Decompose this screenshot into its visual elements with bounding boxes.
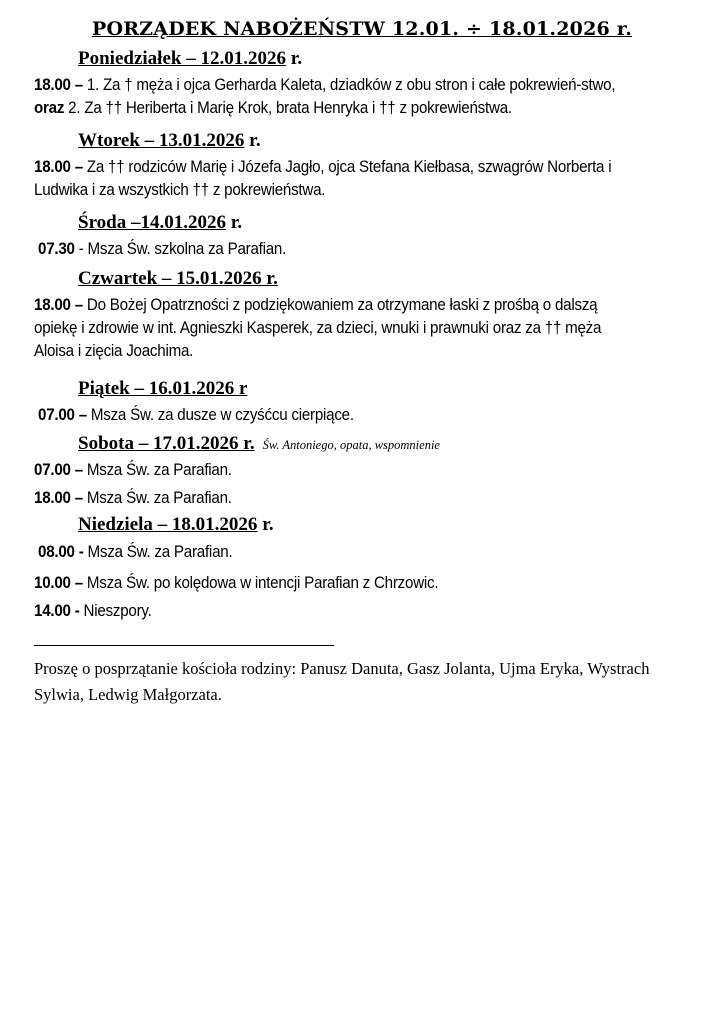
mass-time: 14.00 - [34,602,80,620]
mass-entry-wednesday: 07.30 - Msza Św. szkolna za Parafian. [38,240,287,258]
saint-memorial-note: Św. Antoniego, opata, wspomnienie [262,438,440,452]
day-heading-tuesday: Wtorek – 13.01.2026 r. [78,130,261,151]
separator-line [34,645,334,646]
day-heading-monday: Poniedziałek – 12.01.2026 r. [78,48,303,69]
day-heading-wednesday: Środa –14.01.2026 r. [78,212,243,233]
day-heading-friday: Piątek – 16.01.2026 r [78,378,248,399]
mass-entry-monday: 18.00 – 1. Za † męża i ojca Gerharda Kaleta, dziadków z obu stron i całe pokrewień-stwo, oraz 2. Za †† Heriberta i Marię Krok, brata Henryka i †† z pokrewieństwa. [34,76,616,117]
mass-entry-saturday-2: 18.00 – Msza Św. za Parafian. [34,489,232,507]
cleaning-notice: Proszę o posprzątanie kościoła rodziny: Panusz Danuta, Gasz Jolanta, Ujma Eryka, Wystrach Sylwia, Ledwig Małgorzata. [34,659,650,704]
mass-time: 07.00 – [34,461,83,479]
mass-entry-thursday: 18.00 – Do Bożej Opatrzności z podziękowaniem za otrzymane łaski z prośbą o dalszą opiekę i zdrowie w int. Agnieszki Kasperek, za dzieci, wnuki i prawnuki oraz za †† męża Aloisa i zięcia Joachima. [34,296,602,360]
mass-time: 08.00 - [38,543,84,561]
page-title: PORZĄDEK NABOŻEŃSTW 12.01. ÷ 18.01.2026 r. [91,18,633,40]
mass-entry-friday: 07.00 – Msza Św. za dusze w czyśćcu cierpiące. [38,406,354,424]
mass-entry-sunday-3: 14.00 - Nieszpory. [34,602,152,620]
mass-time: 18.00 – [34,76,83,94]
mass-time: 07.30 [38,240,75,258]
mass-entry-tuesday: 18.00 – Za †† rodziców Marię i Józefa Jagło, ojca Stefana Kiełbasa, szwagrów Norberta i Ludwika i za wszystkich †† z pokrewieństwa. [34,158,612,199]
mass-time: 18.00 – [34,489,83,507]
mass-time: 18.00 – [34,158,83,176]
day-heading-saturday: Sobota – 17.01.2026 r. Św. Antoniego, opata, wspomnienie [78,433,440,454]
mass-time: 07.00 – [38,406,87,424]
day-heading-thursday: Czwartek – 15.01.2026 r. [78,268,278,289]
mass-entry-saturday-1: 07.00 – Msza Św. za Parafian. [34,461,232,479]
day-heading-sunday: Niedziela – 18.01.2026 r. [78,514,274,535]
mass-entry-sunday-1: 08.00 - Msza Św. za Parafian. [38,543,233,561]
mass-entry-sunday-2: 10.00 – Msza Św. po kolędowa w intencji Parafian z Chrzowic. [34,574,439,592]
mass-time: 18.00 – [34,296,83,314]
mass-time: 10.00 – [34,574,83,592]
